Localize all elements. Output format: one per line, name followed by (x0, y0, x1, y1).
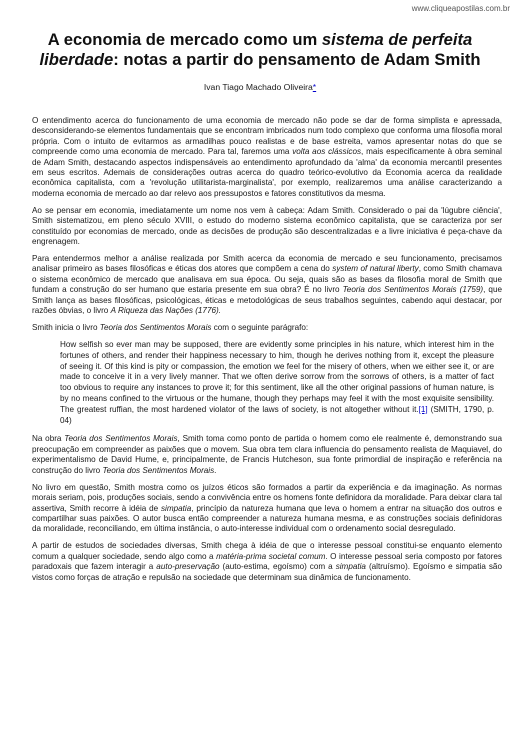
author-footnote-link[interactable]: * (312, 82, 317, 92)
paragraph-text: O entendimento acerca do funcionamento de uma economia de mercado não pode se dar de forma simplista e apressada, desconsiderando-se elementos fundamentais que se encontram imbricados num todo complexo que conforma uma filosofia moral própria. Com o intuito de evitarmos as armadilhas pouco realistas e de base estreita, vamos apresentar notas do que se compreende como uma economia de mercado. Para tal, faremos uma (32, 116, 502, 157)
paragraph (32, 254, 502, 316)
site-url[interactable]: www.cliqueapostilas.com.br (411, 4, 510, 13)
title-italic: liberdade (39, 50, 114, 69)
paragraph (32, 483, 502, 535)
author-line (0, 82, 520, 92)
title-italic: sistema de perfeita (321, 30, 473, 49)
paragraph-text: Smith inicia o livro (32, 323, 98, 333)
emphasis: matéria-prima societal comum (216, 551, 326, 561)
emphasis: auto-preservação (156, 562, 220, 572)
title-text: : notas a partir do pensamento de Adam Smith (113, 50, 481, 69)
block-quote (32, 340, 502, 426)
paragraph-text: com o seguinte parágrafo: (213, 323, 309, 333)
paragraph-text: A partir de estudos de sociedades diversas, Smith chega à idéia de que o interesse pessoal constitui-se enquanto elemento comum a qualquer sociedade, sendo algo como a (32, 541, 502, 561)
paragraph-text: . O interesse pessoal seria composto por fatores paradoxais que fazem interagir a (32, 551, 502, 572)
emphasis: simpatia (160, 503, 192, 513)
paragraph-text: (auto-estima, egoísmo) com a (222, 562, 333, 572)
paragraph: Ao se pensar em economia, imediatamente um nome nos vem à cabeça: Adam Smith. Considerado o pai da 'lúgubre ciência', Smith sistematizou, em pleno século XVIII, o estudo do moderno sistema econômico capitalista, que se caracteriza por ser constituído por economias de mercado, onde as decisões de produção são descentralizadas e a livre iniciativa é peça-chave da engrenagem. (32, 205, 502, 247)
article-body (32, 116, 502, 590)
paragraph-text: No livro em questão, Smith mostra como os juízos éticos são formados a partir da experiência e da imaginação. As normas morais seriam, pois, produções sociais, sendo a convivência entre os homens fonte definidora da moralidade. Para deixar clara tal assertiva, Smith recorre à idéia de (32, 482, 502, 513)
emphasis: simpatia (335, 562, 366, 572)
emphasis: A Riqueza das Nações (1776). (110, 306, 221, 316)
author-name: Ivan Tiago Machado Oliveira (203, 82, 313, 92)
emphasis: system of natural liberty (332, 264, 419, 274)
paragraph-text: (altruísmo). Egoísmo e simpatia são vistos como forças de atração e repulsão na sociedade que determinam sua dinâmica de funcionamento. (32, 562, 502, 582)
footnote-link[interactable]: [1] (418, 404, 428, 414)
paragraph (32, 116, 502, 199)
emphasis: Teoria dos Sentimentos Morais (99, 323, 212, 333)
citation: (SMITH, 1790, p. 04) (60, 404, 494, 425)
paragraph (32, 323, 502, 333)
quote-text: How selfish so ever man may be supposed, there are evidently some principles in his nature, which interest him in the fortunes of others, and render their happiness necessary to him, though he derives nothing from it, except the pleasure of seeing it. Of this kind is pity or compassion, the emotion we feel for the misery of others, when we either see it, or are made to conceive it in a very lively manner. That we often derive sorrow from the sorrows of others, is a matter of fact too obvious to require any instances to prove it; for this sentiment, like all the other original passions of human nature, is by no means confined to the virtuous or the humane, though they perhaps may feel it with the most exquisite sensibility. The greatest ruffian, the most hardened violator of the laws of society, is not altogether without it. (60, 340, 494, 414)
emphasis: Teoria dos Sentimentos Morais (102, 465, 215, 475)
paragraph (32, 541, 502, 583)
paragraph-text: , Smith toma como ponto de partida o homem como ele realmente é, demonstrando sua preocupação em compreender as paixões que o movem. Sua obra tem clara influencia do pensamento realista de Maquiavel, do experimentalismo de David Hume, e, principalmente, de Francis Hutcheson, sua fonte primordial de inspiração e referência na construção do livro (32, 434, 503, 475)
paragraph-text: Para entendermos melhor a análise realizada por Smith acerca da economia de mercado e seu funcionamento, precisamos analisar primeiro as bases filosóficas e éticas dos atores que compõem a cena do (32, 254, 502, 274)
emphasis: volta aos clássicos (292, 147, 362, 157)
paragraph-text: . (214, 465, 217, 475)
article-title (18, 30, 502, 70)
title-text: A economia de mercado como um (47, 30, 322, 49)
paragraph-text: , que Smith lança as bases filosóficas, psicológicas, éticas e metodológicas de seus trabalhos seguintes, cabendo aqui destacar, por razões óbvias, o livro (32, 285, 502, 316)
paragraph (32, 434, 502, 476)
paragraph-text: , mais especificamente à obra seminal de Adam Smith, destacando aspectos indispensáveis ao entendimento aprofundado da 'alma' da economia mercantil presentes em seus escritos. Ademais de considerações outras acerca do quadro teórico-evolutivo da Economia acerca da realidade econômica capitalista, com a 'revolução utilitarista-marginalista', por exemplo, realizaremos uma análise caracterizando a moderna economia de mercado ao dar relevo aos pressupostos e fatores constitutivos da mesma. (32, 147, 502, 198)
paragraph-text: , como Smith chamava o sistema econômico de mercado que analisava em sua época. Ou seja, quais são as bases da filosofia moral de Smith que fundam a construção do ser humano que estaria presente em sua obra? É no livro (32, 264, 502, 295)
paragraph-text: Na obra (32, 434, 62, 444)
emphasis: Teoria dos Sentimentos Morais (1759) (342, 285, 484, 295)
paragraph-text: , princípio da natureza humana que leva o homem a entrar na situação dos outros e compartilhar suas paixões. O autor busca então compreender a natureza humana mesma, e as construções sociais definidoras da moralidade, reconciliando, em última instância, o auto-interesse individual com o ordenamento social desregulado. (32, 503, 502, 534)
emphasis: Teoria dos Sentimentos Morais (64, 434, 178, 444)
